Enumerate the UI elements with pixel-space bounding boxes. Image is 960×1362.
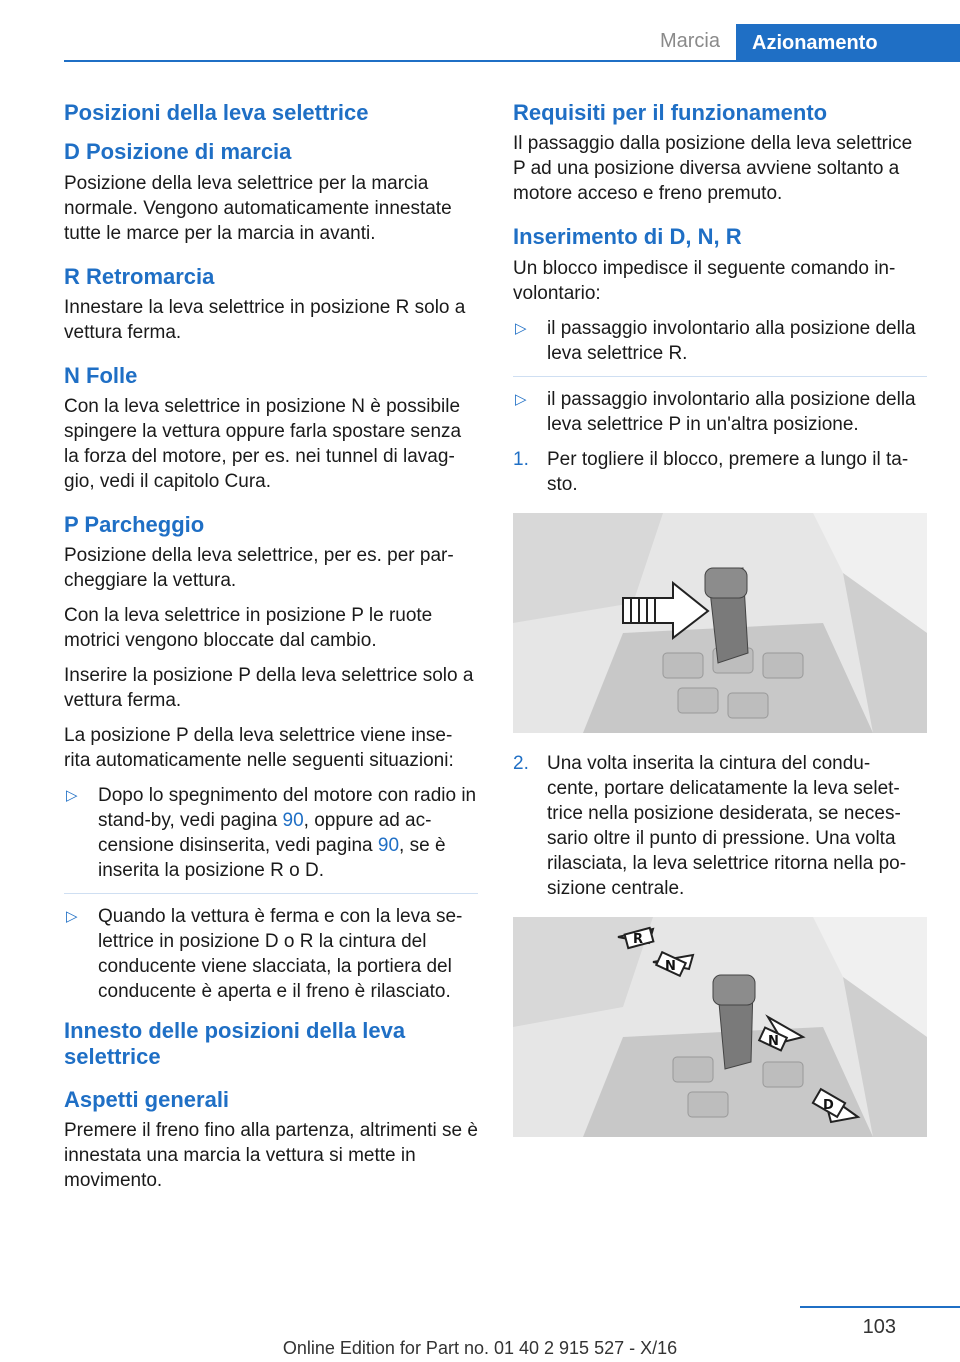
text-p-1: Posizione della leva selettrice, per es. per par‐ cheggiare la vettura. (64, 545, 454, 592)
heading-n: N Folle (64, 362, 138, 388)
label-n-upper: N (665, 958, 676, 974)
label-r: R (633, 931, 644, 947)
text-n: Con la leva selettrice in posizione N è possibile spingere la vettura oppure farla spostare senza la forza del motore, per es. nei tunnel di lavag‐ gio, vedi il capitolo Cura. (64, 396, 462, 493)
bullet-text: , oppure ad ac‐ censione disinserita, vedi pagina (98, 810, 432, 857)
right-column (513, 100, 927, 1155)
step-text: Per togliere il blocco, premere a lungo il ta‐ sto. (547, 448, 909, 495)
figure-selector-lever-button (513, 513, 927, 733)
section-title-innesto: Innesto delle posizioni della leva selettrice (64, 1018, 406, 1069)
text-p-3: Inserire la posizione P della leva selettrice solo a vettura ferma. (64, 665, 474, 712)
header-chapter-label: Azionamento (752, 31, 878, 54)
section-title-positions: Posizioni della leva selettrice (64, 100, 369, 125)
block-list (513, 316, 927, 437)
heading-d: D Posizione di marcia (64, 139, 292, 165)
header-chapter-tab (736, 24, 960, 62)
heading-p: P Parcheggio (64, 512, 205, 538)
step-number: 1. (513, 448, 529, 470)
label-d: D (823, 1097, 834, 1113)
list-item: ▷ il passaggio involontario alla posizione della leva selettrice R. (513, 316, 927, 366)
text-aspetti: Premere il freno fino alla partenza, altrimenti se è innestata una marcia la vettura si mette in movimento. (64, 1120, 478, 1192)
page-header (0, 0, 960, 64)
selector-positions-illustration (513, 917, 927, 1137)
step-item (513, 447, 927, 497)
list-divider (513, 376, 927, 377)
figure-selector-lever-positions (513, 917, 927, 1137)
list-divider (64, 893, 478, 894)
step-item (513, 751, 927, 901)
list-item: ▷ Quando la vettura è ferma e con la leva se‐ lettrice in posizione D o R la cintura del conducente viene slacciata, la portiera del conducente è aperta e il freno è rilasciato. (64, 904, 478, 1004)
steps-list-1 (513, 447, 927, 497)
bullet-text: Dopo lo spegnimento del motore con radio in stand-by, vedi pagina (98, 785, 477, 832)
page-number: 103 (862, 1316, 896, 1338)
text-insert: Un blocco impedisce il seguente comando in‐ volontario: (513, 257, 896, 304)
step-text: Una volta inserita la cintura del condu‐ cente, portare delicatamente la leva selet‐ trice nella posizione desiderata, se neces‐ sario oltre il punto di pressione. Una volta rilasciata, la leva selettrice ritorna nella po‐ sizione centrale. (547, 752, 907, 899)
steps-list-2 (513, 751, 927, 901)
header-rule (64, 60, 960, 62)
list-item (64, 783, 478, 883)
footer-rule (800, 1306, 960, 1308)
auto-park-list (64, 783, 478, 1004)
bullet-text: , se è inserita la posizione R o D. (98, 835, 446, 882)
list-item: ▷ il passaggio involontario alla posizione della leva selettrice P in un'altra posizione. (513, 387, 927, 437)
heading-r: R Retromarcia (64, 263, 215, 289)
page-link[interactable]: 90 (282, 810, 304, 832)
heading-requirements: Requisiti per il funzionamento (513, 100, 828, 125)
label-n-lower: N (768, 1033, 779, 1049)
text-requirements: Il passaggio dalla posizione della leva selettrice P ad una posizione diversa avviene soltanto a motore acceso e freno premuto. (513, 133, 913, 205)
heading-insert: Inserimento di D, N, R (513, 224, 742, 250)
heading-aspetti: Aspetti generali (64, 1087, 230, 1113)
text-p-4: La posizione P della leva selettrice viene inse‐ rita automaticamente nelle seguenti situazioni: (64, 725, 454, 772)
text-d: Posizione della leva selettrice per la marcia normale. Vengono automaticamente innestate tutte le marce per la marcia in avanti. (64, 172, 452, 244)
text-r: Innestare la leva selettrice in posizione R solo a vettura ferma. (64, 296, 466, 343)
text-p-2: Con la leva selettrice in posizione P le ruote motrici vengono bloccate dal cambio. (64, 605, 433, 652)
page-link[interactable]: 90 (377, 835, 400, 857)
step-number: 2. (513, 752, 529, 774)
selector-lever-illustration (513, 513, 927, 733)
left-column (64, 100, 478, 1203)
header-section: Marcia (659, 30, 720, 52)
edition-footer: Online Edition for Part no. 01 40 2 915 527 - X/16 (282, 1338, 678, 1358)
